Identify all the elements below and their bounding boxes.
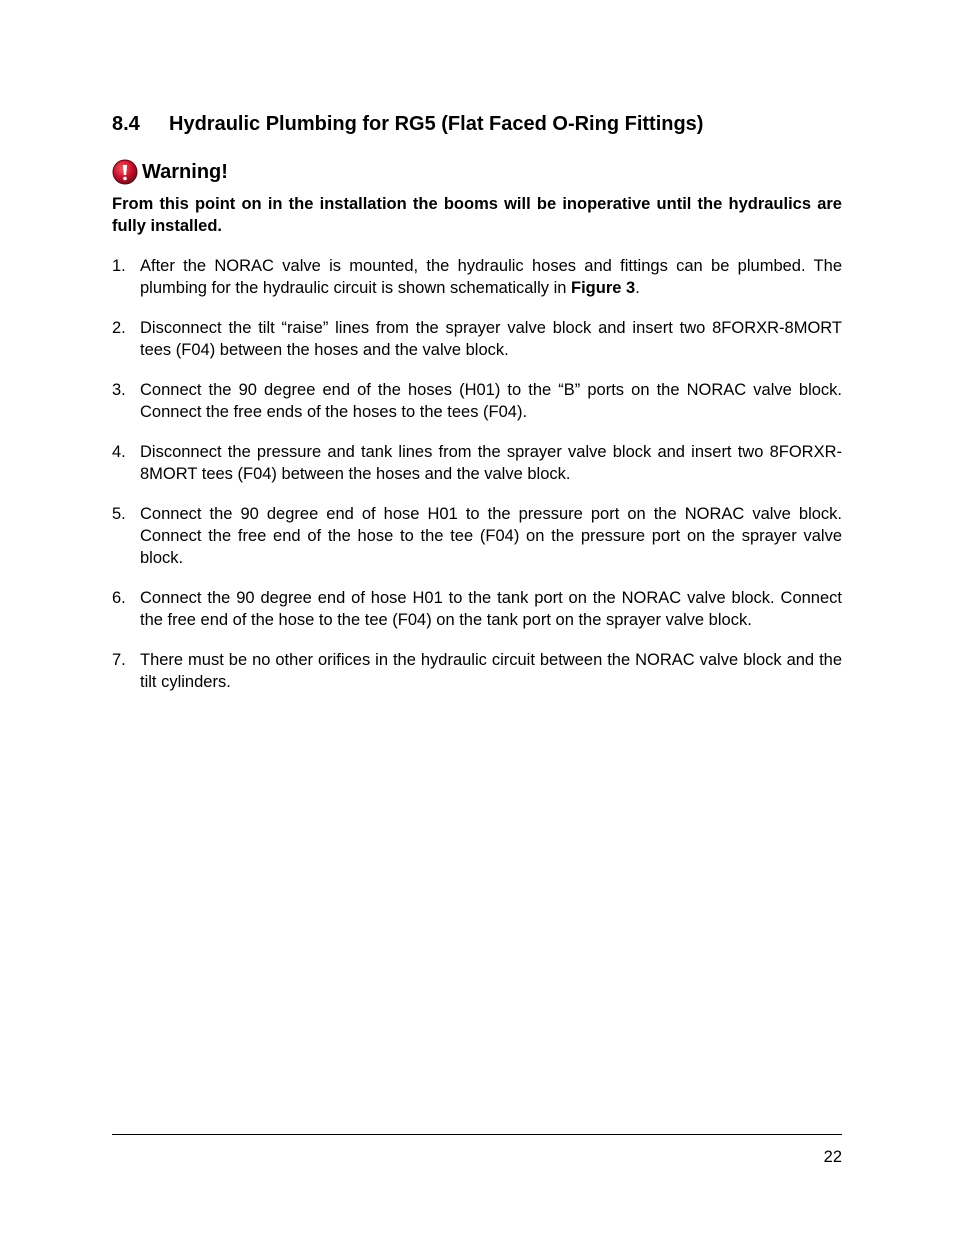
list-item <box>112 441 842 485</box>
installation-steps-list <box>112 255 842 711</box>
step-number: 7. <box>112 651 126 669</box>
figure-reference: Figure 3 <box>571 279 636 297</box>
step-number: 3. <box>112 381 126 399</box>
step-text: Connect the 90 degree end of hose H01 to the tank port on the NORAC valve block. Connect the free end of the hose to the tee (F04) on the tank port on the sprayer valve block. <box>140 589 842 629</box>
footer-divider <box>112 1134 842 1135</box>
step-number: 2. <box>112 319 126 337</box>
page-number: 22 <box>823 1148 842 1166</box>
exclamation-circle-graphic <box>112 159 138 185</box>
step-text <box>140 255 842 299</box>
document-page <box>112 0 842 1235</box>
list-item <box>112 503 842 569</box>
section-title: Hydraulic Plumbing for RG5 (Flat Faced O-Ring Fittings) <box>169 113 704 135</box>
step-number: 5. <box>112 505 126 523</box>
list-item <box>112 649 842 693</box>
list-item <box>112 255 842 299</box>
step-number: 6. <box>112 589 126 607</box>
section-number: 8.4 <box>112 113 140 135</box>
step-text: There must be no other orifices in the hydraulic circuit between the NORAC valve block and the tilt cylinders. <box>140 651 842 691</box>
list-item <box>112 587 842 631</box>
step-text: Connect the 90 degree end of the hoses (H01) to the “B” ports on the NORAC valve block. Connect the free ends of the hoses to the tees (F04). <box>140 381 842 421</box>
step-number: 4. <box>112 443 126 461</box>
exclamation-circle-icon <box>112 159 138 185</box>
step-number: 1. <box>112 257 126 275</box>
warning-header <box>112 158 228 186</box>
step-text: Connect the 90 degree end of hose H01 to the pressure port on the NORAC valve block. Connect the free end of the hose to the tee (F04) on the pressure port on the sprayer valve block. <box>140 505 842 567</box>
step-text-part: . <box>635 279 640 297</box>
warning-text: From this point on in the installation the booms will be inoperative until the hydraulics are fully installed. <box>112 195 842 235</box>
list-item <box>112 379 842 423</box>
section-heading <box>112 111 842 137</box>
step-text: Disconnect the tilt “raise” lines from the sprayer valve block and insert two 8FORXR-8MORT tees (F04) between the hoses and the valve block. <box>140 319 842 359</box>
step-text: Disconnect the pressure and tank lines from the sprayer valve block and insert two 8FORXR-8MORT tees (F04) between the hoses and the valve block. <box>140 443 842 483</box>
list-item <box>112 317 842 361</box>
step-text-part: After the NORAC valve is mounted, the hydraulic hoses and fittings can be plumbed. The plumbing for the hydraulic circuit is shown schematically in <box>140 257 842 297</box>
warning-label: Warning! <box>142 161 228 183</box>
